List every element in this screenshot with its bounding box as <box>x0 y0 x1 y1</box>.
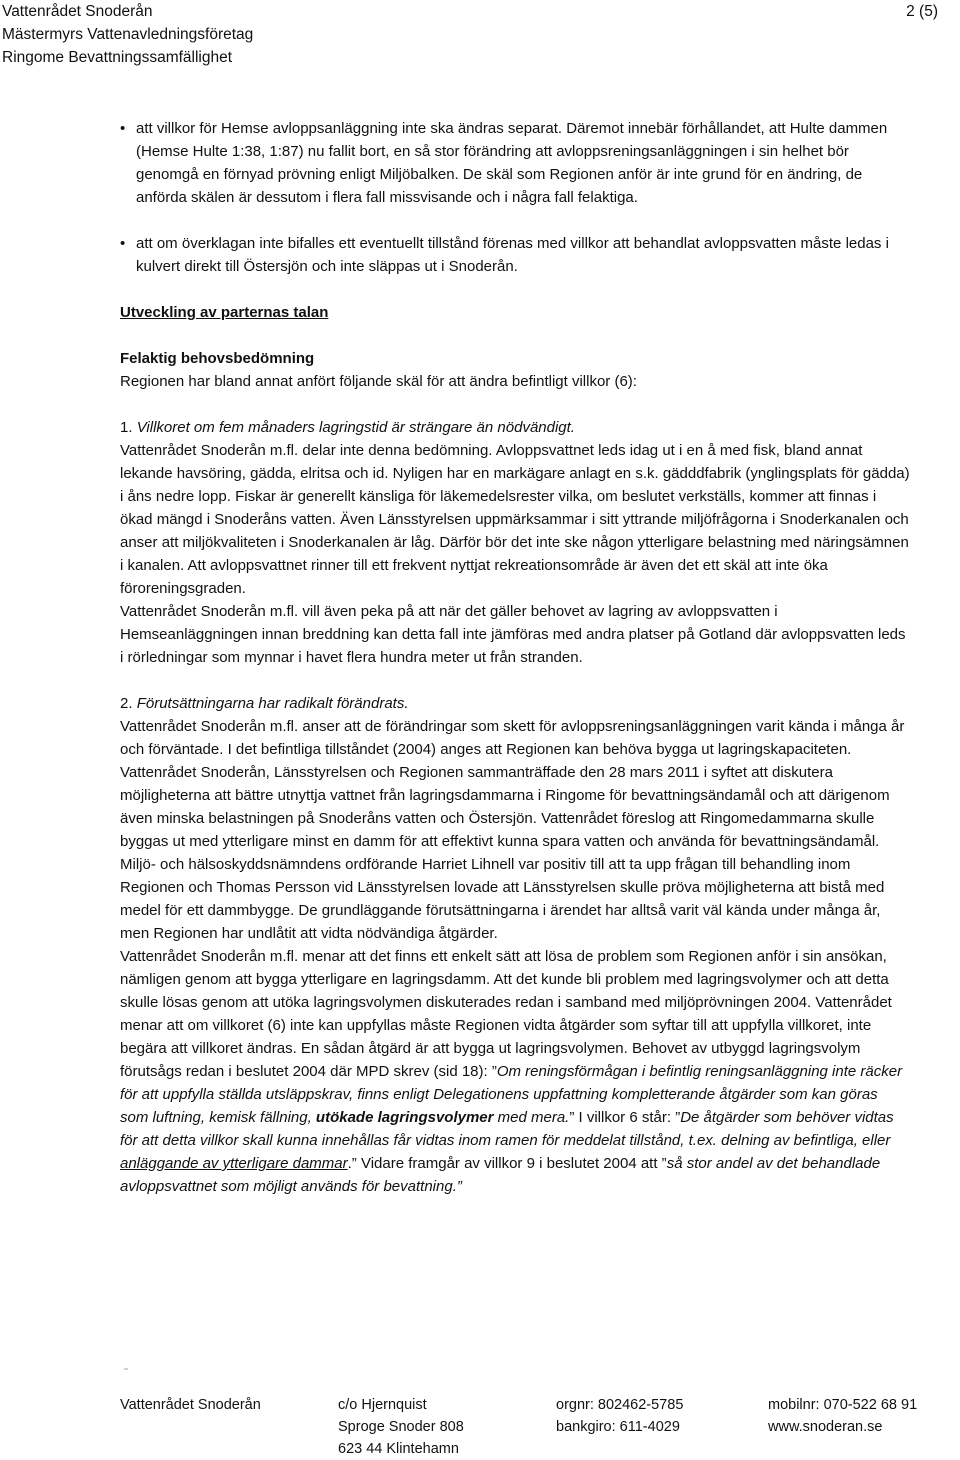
subsection-heading: Felaktig behovsbedömning <box>120 350 315 367</box>
letterhead <box>2 0 253 69</box>
footer-bankgiro: bankgiro: 611-4029 <box>556 1419 680 1435</box>
item-heading <box>120 416 910 439</box>
text-run: ” I villkor 6 står: ” <box>569 1109 681 1126</box>
paragraph: Vattenrådet Snoderån m.fl. vill även peka på att när det gäller behovet av lagring av avloppsvatten i Hemseanläggningen innan breddning kan detta fall inte jämföras med andra platser på Gotland där avloppsvatten leds i rörledningar som mynnar i havet flera hundra meter ut från stranden. <box>120 603 906 666</box>
page-number: 2 (5) <box>906 3 938 20</box>
item-number: 1. <box>120 419 133 436</box>
quote-underlined: anläggande av ytterligare dammar <box>120 1155 348 1172</box>
text-run: ” <box>456 1178 462 1195</box>
footer-address-line: 623 44 Klintehamn <box>338 1441 459 1457</box>
quote: med mera. <box>493 1109 570 1126</box>
quote-emphasis: utökade lagringsvolymer <box>315 1109 494 1126</box>
bullet-text: att villkor för Hemse avloppsanläggning inte ska ändras separat. Däremot innebär förhållandet, att Hulte dammen (Hemse Hulte 1:38, 1:87) nu fallit bort, en så stor förändring att avloppsreningsanläggningen i sin helhet bör genomgå en förnyad prövning enligt Miljöbalken. De skäl som Regionen anför är inte grund för en ändring, de anförda skälen är dessutom i flera fall missvisande och i några fall felaktiga. <box>136 120 888 206</box>
document-body <box>120 117 910 1198</box>
quote: De åtgärder som behöver vidtas för att detta villkor skall kunna innehållas får vidtas inom ramen för meddelat tillstånd, t.ex. delning av befintliga, eller <box>120 1109 894 1149</box>
section-heading: Utveckling av parternas talan <box>120 304 329 321</box>
footer-mark <box>124 1368 128 1370</box>
item-heading <box>120 692 910 715</box>
bullet-text: att om överklagan inte bifalles ett eventuellt tillstånd förenas med villkor att behandlat avloppsvatten måste ledas i kulvert direkt till Östersjön och inte släppas ut i Snoderån. <box>136 235 889 275</box>
footer-address-line: Sproge Snoder 808 <box>338 1419 464 1435</box>
list-item <box>120 117 910 209</box>
footer-org: Vattenrådet Snoderån <box>120 1397 261 1413</box>
bullet-icon: • <box>120 120 126 137</box>
bullet-icon: • <box>120 235 126 252</box>
letterhead-org-2: Mästermyrs Vattenavledningsföretag <box>2 26 254 43</box>
item-title: Förutsättningarna har radikalt förändrats. <box>136 695 409 712</box>
footer-address-line: c/o Hjernquist <box>338 1397 427 1413</box>
paragraph: Vattenrådet Snoderån m.fl. anser att de förändringar som skett för avloppsreningsanläggningen varit kända i många år och förväntade. I det befintliga tillståndet (2004) anges att Regionen kan behöva bygga ut lagringskapaciteten. Vattenrådet Snoderån, Länsstyrelsen och Regionen sammanträffade den 28 mars 2011 i syftet att diskutera möjligheterna att bättre utnyttja vattnet från lagringsdammarna i Ringome för bevattningsändamål och att därigenom även minska belastningen på Snoderåns vatten och Östersjön. Vattenrådet föreslog att Ringomedammarna skulle byggas ut med ytterligare minst en damm för att effektivt kunna spara vatten och använda för bevattningsändamål. Miljö- och hälsoskyddsnämndens ordförande Harriet Lihnell var positiv till att ta upp frågan till behandling inom Regionen och Thomas Persson vid Länsstyrelsen lovade att Länsstyrelsen skulle pröva möjligheterna att bistå med medel för ett dammbygge. De grundläggande förutsättningarna i ärendet har alltså varit väl kända under många år, men Regionen har undlåtit att vidta nödvändiga åtgärder. <box>120 718 905 942</box>
footer-orgnr: orgnr: 802462-5785 <box>556 1397 684 1413</box>
text-run: .” Vidare framgår av villkor 9 i beslutet 2004 att ” <box>347 1155 667 1172</box>
quote: Om reningsförmågan i befintlig reningsanläggning inte räcker för att uppfylla ställda utsläppskrav, finns enligt Delegationens uppfattning kompletterande åtgärder som kan göras som luftning, kemisk fällning, <box>120 1063 903 1126</box>
footer-address <box>338 1394 464 1460</box>
footer-contact <box>768 1394 917 1438</box>
letterhead-org-3: Ringome Bevattningssamfällighet <box>2 49 233 66</box>
footer-numbers <box>556 1394 683 1438</box>
paragraph: Vattenrådet Snoderån m.fl. delar inte denna bedömning. Avloppsvattnet leds idag ut i en å med fisk, bland annat lekande havsöring, gädda, elritsa och id. Nyligen har en markägare anlagt en s.k. gädddfabrik (ynglingsplats för gädda) i åns nedre lopp. Fiskar är generellt känsliga för läkemedelsrester vilka, om beslutet verkställs, kommer att finnas i ökad mängd i Snoderåns vatten. Även Länsstyrelsen uppmärksammar i sitt yttrande miljöfrågorna i Snoderkanalen och anser att miljökvaliteten i Snoderkanalen är låg. Därför bör det inte ske någon ytterligare belastning med näringsämnen i kanalen. Att avloppsvattnet rinner till ett frekvent nyttjat rekreationsområde är även det ett skäl att inte öka föroreningsgraden. <box>120 442 910 597</box>
paragraph <box>120 945 910 1198</box>
item-title: Villkoret om fem månaders lagringstid är strängare än nödvändigt. <box>136 419 575 436</box>
section-intro: Regionen har bland annat anfört följande skäl för att ändra befintligt villkor (6): <box>120 373 637 390</box>
footer <box>0 1394 960 1457</box>
text-run: Vattenrådet Snoderån m.fl. menar att det finns ett enkelt sätt att lösa de problem som Regionen anför i sin ansökan, nämligen genom att bygga ytterligare en lagringsdamm. Att det kunde bli problem med lagringsvolymer och att detta skulle lösas genom att utöka lagringsvolymen diskuterades redan i samband med miljöprövningen 2004. Vattenrådet menar att om villkoret (6) inte kan uppfyllas måste Regionen vidta åtgärder som syftar till att uppfylla villkoret, inte begära att villkoret ändras. En sådan åtgärd är att bygga ut lagringsvolymen. Behovet av utbyggd lagringsvolym förutsågs redan i beslutet 2004 där MPD skrev (sid 18): ” <box>120 948 892 1080</box>
footer-website-link[interactable]: www.snoderan.se <box>768 1419 883 1435</box>
footer-mobile: mobilnr: 070-522 68 91 <box>768 1397 918 1413</box>
quote: så stor andel av det behandlade avloppsvattnet som möjligt används för bevattning. <box>120 1155 881 1195</box>
item-number: 2. <box>120 695 133 712</box>
list-item <box>120 232 910 278</box>
letterhead-org-1: Vattenrådet Snoderån <box>2 3 153 20</box>
